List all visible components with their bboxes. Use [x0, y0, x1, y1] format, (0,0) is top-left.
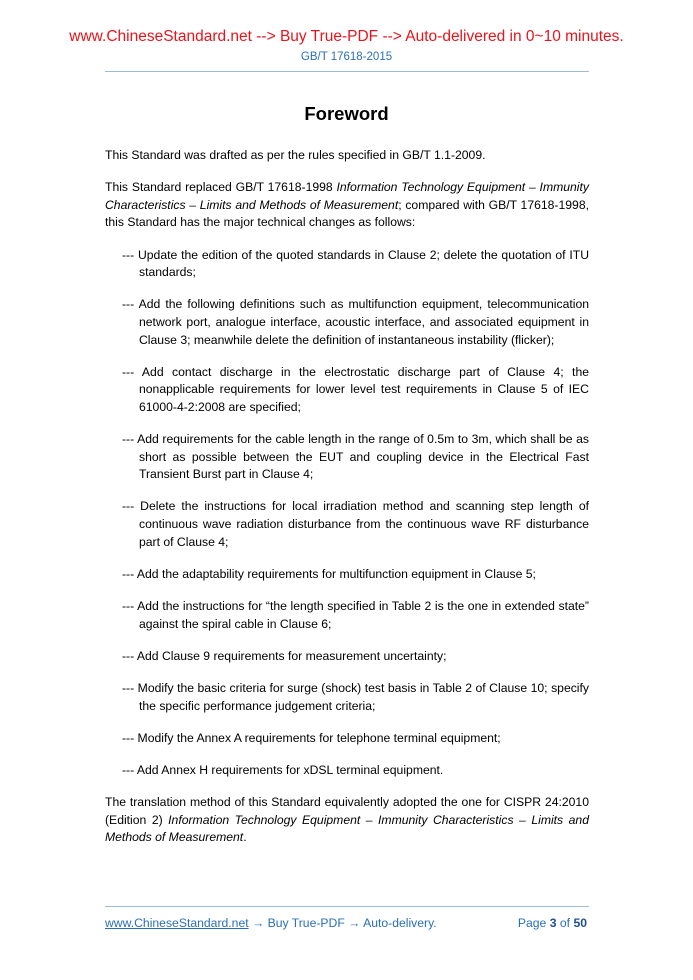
page-label: Page [517, 916, 547, 930]
change-item: --- Add the adaptability requirements for multifunction equipment in Clause 5; [122, 566, 536, 581]
page-counter [518, 915, 587, 931]
header-divider [105, 71, 589, 72]
change-item: --- Add Annex H requirements for xDSL terminal equipment. [122, 762, 444, 777]
paragraph-replaced-standard [105, 179, 589, 232]
change-item: --- Delete the instructions for local irradiation method and scanning step length of continuous wave radiation disturbance from the continuous wave RF disturbance part of Clause 4; [122, 499, 589, 549]
change-item: --- Modify the Annex A requirements for telephone terminal equipment; [122, 730, 501, 745]
document-body [105, 147, 589, 862]
standard-number: GB/T 17618-2015 [300, 51, 393, 63]
footer-buy-text: → Buy True-PDF → Auto-delivery. [248, 916, 437, 930]
standard-title-italic: Information Technology Equipment – Immunity Characteristics – Limits and Methods of Measurement [105, 180, 589, 212]
paragraph-text: . [243, 830, 247, 845]
change-item: --- Add Clause 9 requirements for measurement uncertainty; [122, 648, 447, 663]
current-page-number: 3 [549, 916, 557, 930]
change-item: --- Modify the basic criteria for surge (shock) test basis in Table 2 of Clause 10; specify the specific performance judgement criteria; [122, 681, 589, 713]
footer-links [105, 915, 437, 931]
change-item: --- Update the edition of the quoted standards in Clause 2; delete the quotation of ITU standards; [122, 247, 589, 280]
paragraph-text: ; compared with GB/T 17618-1998, this Standard has the major technical changes as follows: [105, 197, 589, 230]
change-item: --- Add the instructions for “the length specified in Table 2 is the one in extended state” against the spiral cable in Clause 6; [122, 599, 589, 631]
change-item: --- Add contact discharge in the electrostatic discharge part of Clause 4; the nonapplicable requirements for lower level test requirements in Clause 5 of IEC 61000-4-2:2008 are specified; [122, 364, 589, 414]
footer-divider [105, 906, 589, 907]
page-title: Foreword [304, 103, 389, 124]
footer-site-link[interactable]: www.ChineseStandard.net [105, 916, 249, 930]
paragraph-translation-method [105, 794, 589, 847]
paragraph-drafting-rules: This Standard was drafted as per the rules specified in GB/T 1.1-2009. [105, 148, 486, 162]
change-item: --- Add requirements for the cable length in the range of 0.5m to 3m, which shall be as short as possible between the EUT and coupling device in the Electrical Fast Transient Burst part in Clause 4; [122, 432, 589, 482]
paragraph-text: This Standard replaced GB/T 17618-1998 [105, 180, 337, 195]
standard-title-italic: Information Technology Equipment – Immunity Characteristics – Limits and Methods of Measurement [105, 812, 589, 845]
paragraph-text: The translation method of this Standard equivalently adopted the one for CISPR 24:2010 (Edition 2) [105, 795, 589, 827]
of-label: of [559, 916, 571, 930]
total-pages: 50 [573, 916, 587, 930]
banner-text[interactable]: www.ChineseStandard.net --> Buy True-PDF --> Auto-delivered in 0~10 minutes. [69, 28, 624, 45]
change-item: --- Add the following definitions such as multifunction equipment, telecommunication network port, analogue interface, acoustic interface, and associated equipment in Clause 3; meanwhile delete the definition of instantaneous instability (flicker); [122, 297, 589, 347]
